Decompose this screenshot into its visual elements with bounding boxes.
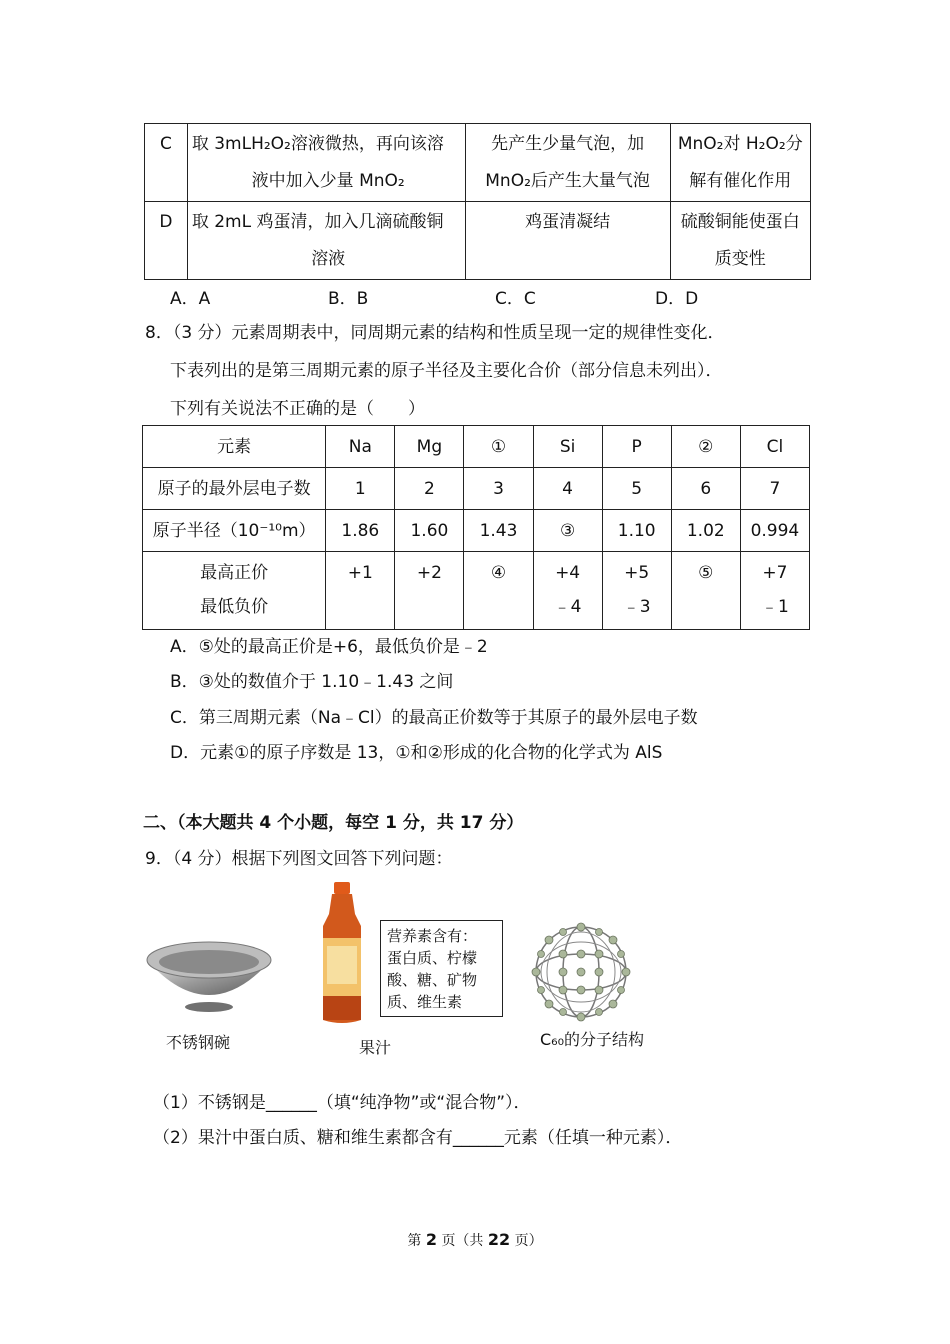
action-line2: 溶液 [311,249,346,269]
q8-option-a: A．⑤处的最高正价是+6，最低负价是﹣2 [170,637,488,657]
element-cell: ① [464,426,533,468]
radius-cell: 1.60 [395,510,464,552]
electron-cell: 3 [464,468,533,510]
table-row [143,468,810,510]
footer-total: 22 [487,1230,511,1249]
element-cell: Mg [395,426,464,468]
bowl-illustration [144,935,274,1015]
radius-cell: ③ [533,510,602,552]
c60-caption: C₆₀的分子结构 [540,1030,645,1049]
q8-option-d: D．元素①的原子序数是 13，①和②形成的化合物的化学式为 AlS [170,743,663,763]
element-cell: Na [326,426,395,468]
valence-cell [671,552,740,630]
conclusion-cell [670,124,810,202]
max-valence: +1 [347,563,373,583]
nutrition-box [380,920,503,1017]
row-label: C [145,124,188,202]
header-label: 元素 [143,426,326,468]
valence-cell [602,552,671,630]
footer-page: 2 [425,1230,437,1249]
footer-suffix: 页） [514,1233,543,1249]
radius-cell: 0.994 [740,510,809,552]
section-title: 二、（本大题共 4 个小题，每空 1 分，共 17 分） [143,813,524,833]
element-cell: P [602,426,671,468]
element-cell: Cl [740,426,809,468]
radius-cell: 1.86 [326,510,395,552]
phenomenon-line2: MnO₂后产生大量气泡 [485,171,650,191]
nutrition-line: 酸、糖、矿物 [387,971,478,989]
table-row [143,552,810,630]
juice-bottle-illustration [317,880,367,1025]
electrons-label: 原子的最外层电子数 [143,468,326,510]
max-valence: +7 [762,563,788,583]
max-valence: +2 [416,563,442,583]
valence-cell [740,552,809,630]
valence-label [143,552,326,630]
periodic-table [142,425,810,630]
table-row [145,202,811,280]
nutrition-line: 蛋白质、柠檬 [387,949,478,967]
electron-cell: 2 [395,468,464,510]
option-c: C．C [495,289,536,309]
nutrition-line: 质、维生素 [387,993,463,1011]
q9-sub1: （1）不锈钢是______（填“纯净物”或“混合物”）． [153,1093,531,1113]
option-a: A．A [170,289,211,309]
conclusion-line2: 解有催化作用 [689,171,792,191]
bowl-caption: 不锈钢碗 [166,1033,231,1052]
radius-cell: 1.10 [602,510,671,552]
element-cell: Si [533,426,602,468]
experiment-table [144,123,811,280]
valence-cell [464,552,533,630]
phenomenon-line1: 先产生少量气泡，加 [491,134,645,154]
phenomenon-cell [465,202,670,280]
footer-prefix: 第 [407,1233,422,1249]
juice-caption: 果汁 [359,1038,392,1057]
conclusion-line2: 质变性 [714,249,766,269]
page-footer [0,1230,950,1250]
min-valence: ﹣1 [761,597,789,617]
c60-molecule-illustration [531,922,631,1022]
q9-intro: 9．（4 分）根据下列图文回答下列问题： [145,849,453,869]
valence-cell [533,552,602,630]
footer-middle: 页（共 [441,1233,484,1249]
q8-line1: 8．（3 分）元素周期表中，同周期元素的结构和性质呈现一定的规律性变化． [145,323,725,343]
radius-cell: 1.43 [464,510,533,552]
valence-label-min: 最低负价 [200,597,269,617]
row-label: D [145,202,188,280]
min-valence: ﹣4 [553,597,582,617]
q8-line2: 下表列出的是第三周期元素的原子半径及主要化合价（部分信息未列出）． [170,361,723,381]
electron-cell: 7 [740,468,809,510]
electron-cell: 4 [533,468,602,510]
phenomenon-line1: 鸡蛋清凝结 [525,212,611,232]
valence-cell [326,552,395,630]
min-valence: ﹣3 [622,597,651,617]
action-cell [187,124,465,202]
valence-cell [395,552,464,630]
max-valence: +4 [555,563,581,583]
conclusion-line1: 硫酸铜能使蛋白 [680,212,800,232]
electron-cell: 5 [602,468,671,510]
table-row [143,510,810,552]
action-line1: 取 2mL 鸡蛋清，加入几滴硫酸铜 [191,212,444,232]
option-d: D．D [655,289,699,309]
max-valence: ⑤ [698,563,714,583]
q9-sub2: （2）果汁中蛋白质、糖和维生素都含有______元素（任填一种元素）． [153,1128,683,1148]
nutrition-line: 营养素含有： [387,927,478,945]
conclusion-line1: MnO₂对 H₂O₂分 [677,134,803,154]
phenomenon-cell [465,124,670,202]
max-valence: +5 [624,563,650,583]
conclusion-cell [670,202,810,280]
table-row [145,124,811,202]
valence-label-max: 最高正价 [200,563,269,583]
max-valence: ④ [490,563,507,583]
action-cell [187,202,465,280]
electron-cell: 1 [326,468,395,510]
radius-label: 原子半径（10⁻¹⁰m） [143,510,326,552]
option-b: B．B [328,289,369,309]
action-line2: 液中加入少量 MnO₂ [251,171,405,191]
action-line1: 取 3mLH₂O₂溶液微热，再向该溶 [191,134,444,154]
electron-cell: 6 [671,468,740,510]
radius-cell: 1.02 [671,510,740,552]
table-row [143,426,810,468]
q8-line3: 下列有关说法不正确的是（ ） [170,399,425,419]
q8-option-c: C．第三周期元素（Na﹣Cl）的最高正价数等于其原子的最外层电子数 [170,708,698,728]
element-cell: ② [671,426,740,468]
q8-option-b: B．③处的数值介于 1.10﹣1.43 之间 [170,672,454,692]
